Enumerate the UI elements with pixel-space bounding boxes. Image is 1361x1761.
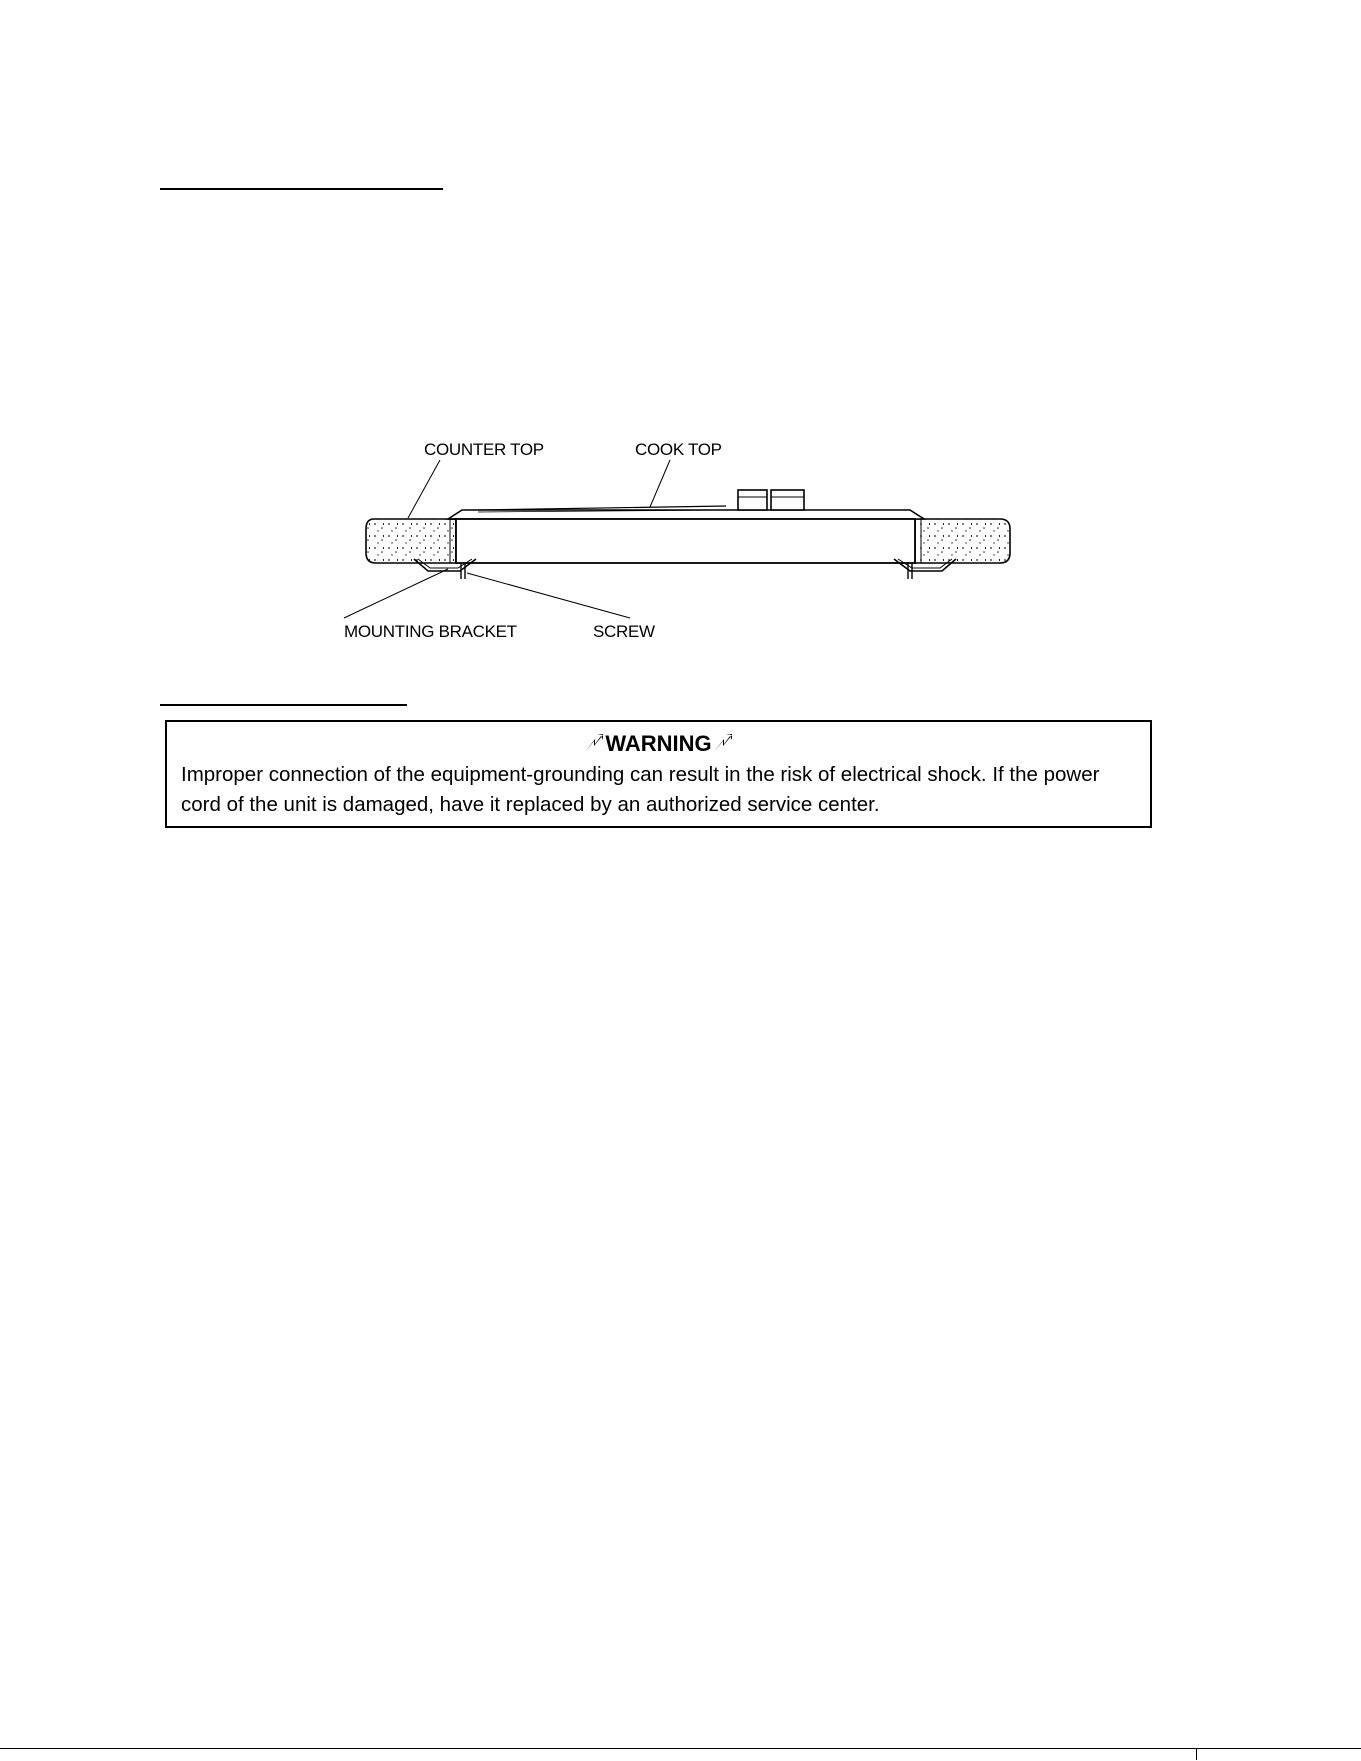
section-heading-underline <box>160 704 407 706</box>
warning-title-row <box>167 731 1150 757</box>
electric-bolt-icon <box>583 732 605 754</box>
section-heading-underline <box>160 188 443 190</box>
cook-top <box>448 490 924 563</box>
leader-screw <box>467 573 630 618</box>
label-mounting-bracket: MOUNTING BRACKET <box>344 622 517 641</box>
screw-left <box>461 563 465 579</box>
footer-rule <box>0 1748 1361 1749</box>
label-cook-top: COOK TOP <box>635 440 722 459</box>
warning-title: WARNING <box>605 731 712 756</box>
counter-top-left <box>366 519 456 563</box>
warning-box <box>165 720 1152 828</box>
label-counter-top: COUNTER TOP <box>424 440 544 459</box>
leader-counter-top <box>408 460 440 518</box>
warning-body: Improper connection of the equipment-grounding can result in the risk of electrical shock. If the power cord of the unit is damaged, have it replaced by an authorized service center. <box>181 763 1100 816</box>
electric-bolt-icon <box>712 732 734 754</box>
label-screw: SCREW <box>593 622 655 641</box>
counter-top-right <box>915 519 1010 563</box>
leader-mounting-bracket <box>344 569 448 618</box>
footer-divider-tick <box>1196 1748 1197 1760</box>
installation-diagram <box>330 425 1030 645</box>
leader-cook-top <box>650 460 670 507</box>
